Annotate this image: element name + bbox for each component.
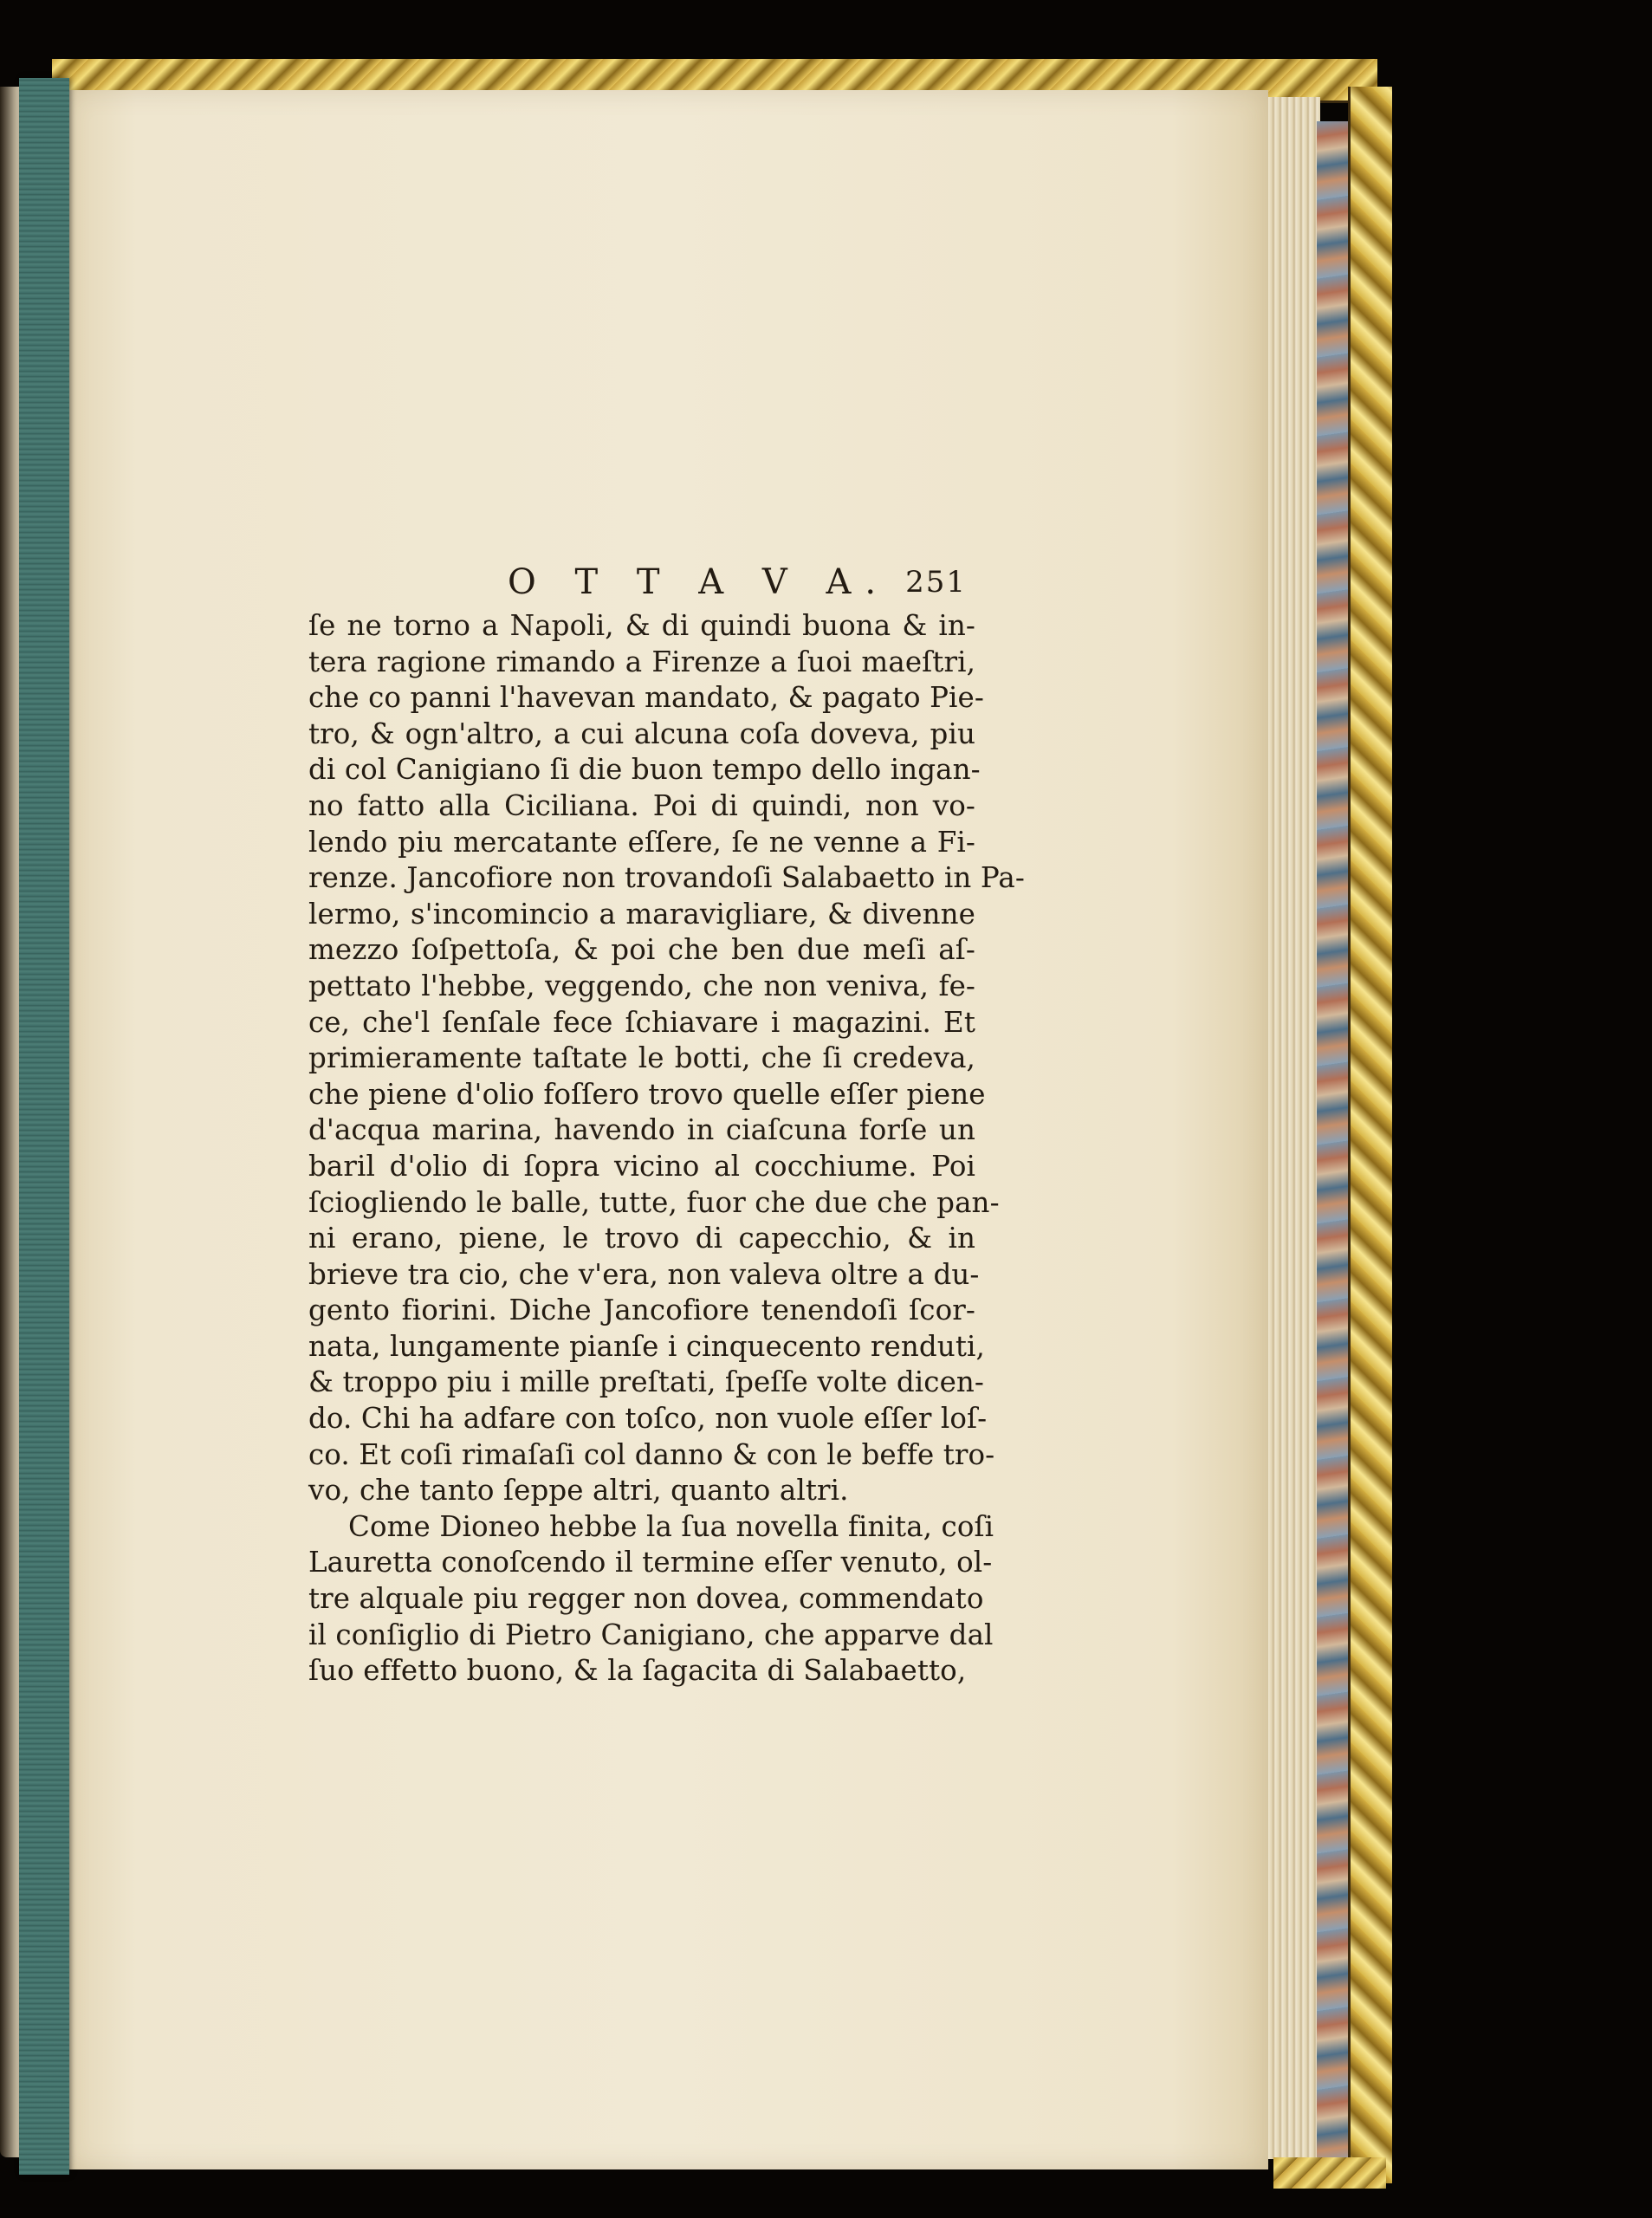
text-line: do. Chi ha adfare con toſco, non vuole eſſer loſ- bbox=[308, 1402, 988, 1436]
text-line: renze. Jancofiore non trovandoſi Salabaetto in Pa- bbox=[308, 861, 1025, 895]
text-line: che co panni l'havevan mandato, & pagato Pie- bbox=[308, 681, 984, 715]
text-line: tera ragione rimando a Firenze a ſuoi maeſtri, bbox=[308, 645, 975, 678]
running-head-title: O T T A V A. bbox=[508, 562, 891, 602]
text-line: ſe ne torno a Napoli, & di quindi buona & in- bbox=[308, 609, 975, 642]
text-line: nata, lungamente pianſe i cinquecento renduti, bbox=[308, 1329, 985, 1363]
gilt-border-right bbox=[1348, 87, 1392, 2183]
text-block bbox=[308, 556, 1025, 1689]
book-page bbox=[64, 90, 1268, 2169]
text-line: baril d'olio di ſopra vicino al cocchiume. Poi bbox=[308, 1149, 975, 1183]
text-line: che piene d'olio foſſero trovo quelle eſſer piene bbox=[308, 1077, 986, 1111]
text-line: lendo piu mercatante eſſere, ſe ne venne a Fi- bbox=[308, 825, 975, 859]
text-line: co. Et coſi rimaſaſi col danno & con le beffe tro- bbox=[308, 1437, 995, 1471]
text-line: no fatto alla Ciciliana. Poi di quindi, non vo- bbox=[308, 788, 975, 822]
page-number: 251 bbox=[905, 565, 967, 600]
text-line: ſciogliendo le balle, tutte, fuor che due che pan- bbox=[308, 1185, 1000, 1219]
text-line: & troppo piu i mille preſtati, ſpeſſe volte dicen- bbox=[308, 1365, 985, 1399]
text-line: ni erano, piene, le trovo di capecchio, & in bbox=[308, 1222, 975, 1255]
text-line: d'acqua marina, havendo in ciaſcuna forſe un bbox=[308, 1113, 975, 1147]
text-line: tre alquale piu regger non dovea, commendato bbox=[308, 1582, 984, 1616]
text-line: mezzo ſoſpettoſa, & poi che ben due meſi aſ- bbox=[308, 933, 975, 967]
text-line: lermo, s'incomincio a maravigliare, & divenne bbox=[308, 897, 975, 931]
text-line: brieve tra cio, che v'era, non valeva oltre a du- bbox=[308, 1257, 980, 1291]
text-line: tro, & ogn'altro, a cui alcuna coſa doveva, piu bbox=[308, 717, 975, 750]
text-line: Come Dioneo hebbe la ſua novella finita, coſi bbox=[348, 1509, 994, 1543]
text-line: Lauretta conoſcendo il termine eſſer venuto, ol- bbox=[308, 1546, 993, 1579]
body-text bbox=[308, 608, 1025, 1689]
text-line: il conſiglio di Pietro Canigiano, che apparve dal bbox=[308, 1618, 994, 1651]
ribbon-bookmark bbox=[19, 78, 69, 2175]
text-line: vo, che tanto ſeppe altri, quanto altri. bbox=[308, 1474, 849, 1508]
page-block-edges bbox=[1268, 97, 1320, 2159]
text-line: ce, che'l ſenſale fece ſchiavare i magazini. Et bbox=[308, 1005, 975, 1039]
text-line: di col Canigiano ſi die buon tempo dello ingan- bbox=[308, 753, 981, 787]
text-line: pettato l'hebbe, veggendo, che non veniva, fe- bbox=[308, 969, 975, 1002]
gilt-border-bottom bbox=[1273, 2157, 1386, 2189]
text-line: gento fiorini. Diche Jancofiore tenendoſi ſcor- bbox=[308, 1294, 975, 1327]
text-line: primieramente taſtate le botti, che ſi credeva, bbox=[308, 1041, 975, 1075]
running-head bbox=[308, 556, 975, 608]
text-line: ſuo effetto buono, & la ſagacita di Salabaetto, bbox=[308, 1654, 967, 1688]
